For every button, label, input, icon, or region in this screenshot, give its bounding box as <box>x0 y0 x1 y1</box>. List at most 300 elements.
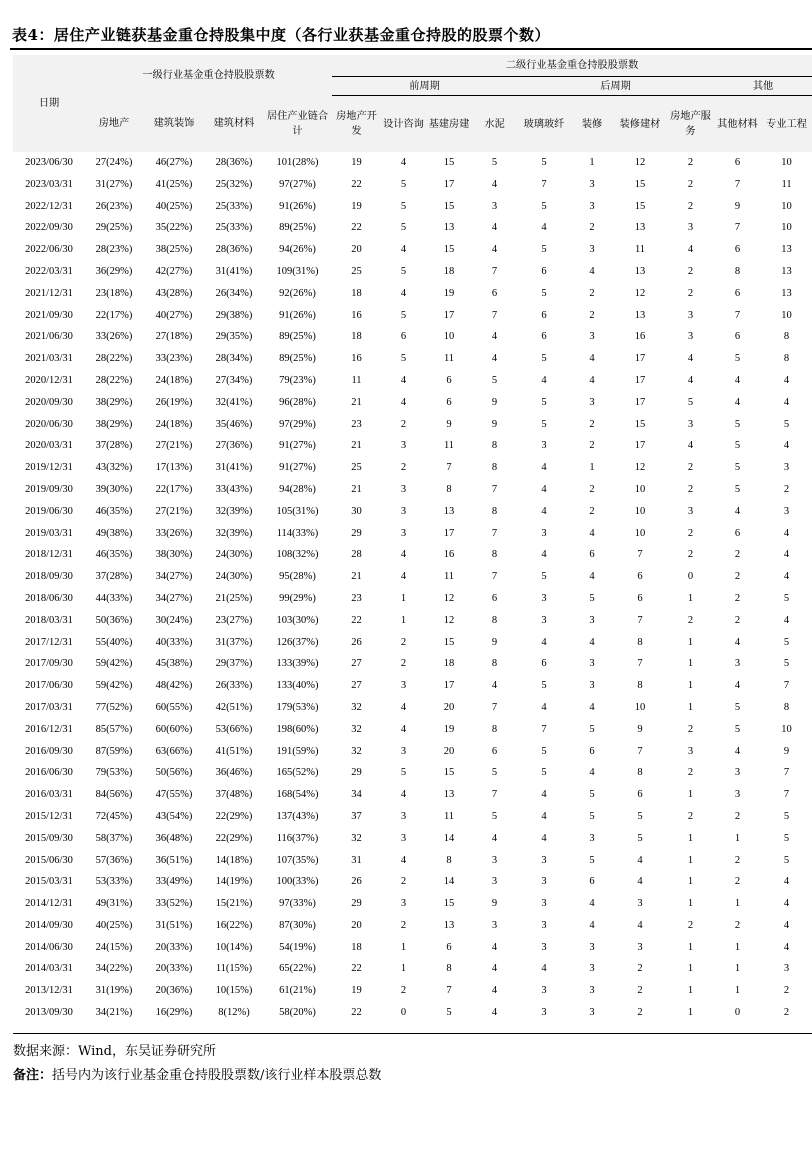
value-cell: 94(26%) <box>279 244 316 256</box>
value-cell: 23(27%) <box>215 614 253 626</box>
value-cell: 97(33%) <box>279 898 316 910</box>
value-cell: 6 <box>491 592 498 604</box>
table-row <box>13 828 812 850</box>
value-cell: 2 <box>589 505 595 517</box>
value-cell: 4 <box>491 963 498 975</box>
value-cell: 17 <box>634 353 646 365</box>
value-cell: 15 <box>634 178 646 190</box>
table-row <box>13 980 812 1002</box>
table-row <box>13 653 812 675</box>
value-cell: 87(59%) <box>95 745 133 757</box>
value-cell: 2 <box>687 157 694 168</box>
value-cell: 24(15%) <box>95 941 133 953</box>
value-cell: 50(56%) <box>155 767 193 779</box>
value-cell: 58(37%) <box>95 832 133 844</box>
value-cell: 4 <box>491 941 498 953</box>
value-cell: 42(27%) <box>155 265 193 277</box>
value-cell: 3 <box>400 440 407 452</box>
value-cell: 4 <box>400 374 407 386</box>
value-cell: 43(32%) <box>95 462 133 474</box>
value-cell: 5 <box>400 353 407 365</box>
value-cell: 25 <box>351 462 362 474</box>
table-row <box>13 501 812 523</box>
value-cell: 3 <box>687 418 694 430</box>
value-cell: 5 <box>589 592 595 604</box>
value-cell: 7 <box>637 614 643 626</box>
column-header-row <box>13 96 812 153</box>
value-cell: 3 <box>783 505 790 517</box>
value-cell: 2 <box>783 985 790 997</box>
value-cell: 4 <box>734 374 741 386</box>
footnote-text: 括号内为该行业基金重仓持股股票数/该行业样本股票总数 <box>52 1068 382 1083</box>
value-cell: 29(25%) <box>95 222 133 234</box>
value-cell: 20(33%) <box>155 963 193 975</box>
value-cell: 41(25%) <box>155 178 193 190</box>
value-cell: 72(45%) <box>95 810 133 822</box>
value-cell: 43(28%) <box>155 287 193 299</box>
value-cell: 4 <box>491 331 498 343</box>
value-cell: 5 <box>541 767 547 779</box>
date-cell: 2016/09/30 <box>25 745 73 757</box>
header-group-level1: 一级行业基金重仓持股股票数 <box>85 55 332 96</box>
value-cell: 40(27%) <box>155 309 193 321</box>
table-row <box>13 196 812 218</box>
value-cell: 1 <box>687 636 694 648</box>
value-cell: 16 <box>443 549 455 561</box>
value-cell: 32 <box>351 701 362 713</box>
value-cell: 2 <box>687 919 694 931</box>
table-row <box>13 566 812 588</box>
value-cell: 1 <box>687 876 694 888</box>
value-cell: 17 <box>443 527 455 539</box>
value-cell: 34(27%) <box>155 571 193 583</box>
header-sub-front-cycle: 前周期 <box>332 77 517 96</box>
table-row <box>13 871 812 893</box>
table-row <box>13 435 812 457</box>
table-row <box>13 958 812 980</box>
value-cell: 54(19%) <box>279 941 316 953</box>
value-cell: 3 <box>734 767 741 779</box>
value-cell: 4 <box>589 353 595 365</box>
value-cell: 4 <box>589 767 595 779</box>
value-cell: 9 <box>491 418 498 430</box>
data-source: 数据来源：Wind，东吴证券研究所 <box>13 1044 216 1059</box>
value-cell: 10 <box>781 157 792 168</box>
value-cell: 4 <box>541 636 547 648</box>
value-cell: 6 <box>491 287 498 299</box>
value-cell: 26 <box>351 636 362 648</box>
column-header: 玻璃玻纤 <box>517 96 571 153</box>
value-cell: 25 <box>351 265 362 277</box>
value-cell: 9 <box>637 723 643 735</box>
value-cell: 3 <box>400 745 407 757</box>
value-cell: 58(20%) <box>279 1007 316 1019</box>
value-cell: 15 <box>443 636 455 648</box>
value-cell: 2 <box>783 1007 790 1019</box>
value-cell: 4 <box>491 178 498 190</box>
value-cell: 53(33%) <box>95 876 133 888</box>
value-cell: 18 <box>351 331 362 343</box>
table-row <box>13 370 812 392</box>
value-cell: 2 <box>589 418 595 430</box>
value-cell: 24(18%) <box>155 418 193 430</box>
column-header: 专业工程 <box>761 96 812 153</box>
value-cell: 6 <box>734 287 741 299</box>
value-cell: 2 <box>637 985 643 997</box>
value-cell: 4 <box>541 963 547 975</box>
table-row <box>13 326 812 348</box>
value-cell: 5 <box>400 222 407 234</box>
value-cell: 22 <box>351 614 362 626</box>
value-cell: 2 <box>400 876 407 888</box>
value-cell: 3 <box>589 941 595 953</box>
value-cell: 38(29%) <box>95 418 133 430</box>
value-cell: 3 <box>541 941 547 953</box>
value-cell: 32 <box>351 723 362 735</box>
table-row <box>13 915 812 937</box>
value-cell: 6 <box>637 571 643 583</box>
value-cell: 7 <box>491 571 498 583</box>
value-cell: 3 <box>589 614 595 626</box>
header-sub-other: 其他 <box>714 77 812 96</box>
value-cell: 5 <box>491 157 498 168</box>
value-cell: 4 <box>541 462 547 474</box>
value-cell: 13 <box>443 222 455 234</box>
value-cell: 3 <box>783 462 790 474</box>
value-cell: 92(26%) <box>279 287 316 299</box>
value-cell: 2 <box>637 963 643 975</box>
value-cell: 13 <box>443 919 455 931</box>
value-cell: 20(33%) <box>155 941 193 953</box>
value-cell: 22 <box>351 178 362 190</box>
value-cell: 38(29%) <box>95 396 133 408</box>
value-cell: 13 <box>443 505 455 517</box>
value-cell: 4 <box>491 680 498 692</box>
date-cell: 2022/09/30 <box>25 222 73 234</box>
value-cell: 46(35%) <box>95 549 133 561</box>
value-cell: 18 <box>443 658 455 670</box>
value-cell: 3 <box>491 876 498 888</box>
value-cell: 1 <box>687 898 694 910</box>
table-row <box>13 610 812 632</box>
date-cell: 2013/09/30 <box>25 1007 73 1019</box>
value-cell: 6 <box>734 331 741 343</box>
value-cell: 11 <box>351 374 362 386</box>
value-cell: 2 <box>687 178 694 190</box>
table-row <box>13 392 812 414</box>
value-cell: 2 <box>734 854 741 866</box>
value-cell: 3 <box>400 483 407 495</box>
date-cell: 2021/09/30 <box>25 309 73 321</box>
value-cell: 23 <box>351 592 362 604</box>
value-cell: 10 <box>634 527 646 539</box>
value-cell: 39(30%) <box>95 483 133 495</box>
value-cell: 6 <box>734 244 741 256</box>
value-cell: 27(34%) <box>215 374 253 386</box>
value-cell: 4 <box>783 549 790 561</box>
footnote <box>13 1064 381 1083</box>
table-row <box>13 741 812 763</box>
value-cell: 22 <box>351 963 362 975</box>
value-cell: 17 <box>443 309 455 321</box>
value-cell: 46(27%) <box>155 157 193 168</box>
date-cell: 2014/09/30 <box>25 919 73 931</box>
date-cell: 2014/12/31 <box>25 898 73 910</box>
header-sub-back-cycle: 后周期 <box>517 77 714 96</box>
value-cell: 13 <box>634 265 646 277</box>
value-cell: 2 <box>687 483 694 495</box>
value-cell: 5 <box>400 265 407 277</box>
value-cell: 8 <box>491 614 498 626</box>
value-cell: 1 <box>687 680 694 692</box>
value-cell: 17 <box>443 680 455 692</box>
value-cell: 3 <box>589 331 595 343</box>
value-cell: 5 <box>491 767 498 779</box>
value-cell: 4 <box>589 527 595 539</box>
value-cell: 7 <box>783 767 790 779</box>
value-cell: 5 <box>734 723 741 735</box>
value-cell: 1 <box>687 832 694 844</box>
column-header: 房地产 <box>85 96 143 153</box>
value-cell: 34(27%) <box>155 592 193 604</box>
value-cell: 19 <box>351 200 362 212</box>
value-cell: 3 <box>491 854 498 866</box>
value-cell: 3 <box>734 789 741 801</box>
value-cell: 5 <box>734 440 741 452</box>
value-cell: 9 <box>734 200 741 212</box>
value-cell: 18 <box>351 287 362 299</box>
value-cell: 25(33%) <box>215 222 253 234</box>
value-cell: 22(29%) <box>215 832 253 844</box>
value-cell: 3 <box>541 440 547 452</box>
value-cell: 91(26%) <box>279 200 316 212</box>
value-cell: 4 <box>783 898 790 910</box>
value-cell: 7 <box>734 222 741 234</box>
value-cell: 7 <box>637 745 643 757</box>
value-cell: 3 <box>400 505 407 517</box>
value-cell: 4 <box>734 396 741 408</box>
value-cell: 36(51%) <box>155 854 193 866</box>
value-cell: 6 <box>734 157 741 168</box>
value-cell: 9 <box>491 636 498 648</box>
date-cell: 2021/06/30 <box>25 331 73 343</box>
value-cell: 8 <box>446 483 452 495</box>
value-cell: 7 <box>446 985 452 997</box>
value-cell: 5 <box>541 200 547 212</box>
table-row <box>13 239 812 261</box>
value-cell: 3 <box>400 898 407 910</box>
value-cell: 4 <box>541 483 547 495</box>
value-cell: 1 <box>734 963 741 975</box>
value-cell: 7 <box>637 658 643 670</box>
value-cell: 7 <box>541 723 547 735</box>
value-cell: 8 <box>637 680 643 692</box>
value-cell: 5 <box>541 396 547 408</box>
value-cell: 2 <box>400 919 407 931</box>
value-cell: 28(22%) <box>95 374 133 386</box>
value-cell: 10 <box>634 483 646 495</box>
value-cell: 8 <box>491 658 498 670</box>
table-row <box>13 632 812 654</box>
value-cell: 19 <box>443 287 455 299</box>
value-cell: 5 <box>400 200 407 212</box>
value-cell: 7 <box>783 789 790 801</box>
value-cell: 1 <box>687 963 694 975</box>
value-cell: 27(18%) <box>155 331 193 343</box>
value-cell: 47(55%) <box>155 789 193 801</box>
value-cell: 10 <box>443 331 455 343</box>
value-cell: 17(13%) <box>155 462 193 474</box>
value-cell: 40(25%) <box>155 200 193 212</box>
value-cell: 16 <box>634 331 646 343</box>
value-cell: 126(37%) <box>276 636 319 648</box>
value-cell: 2 <box>400 658 407 670</box>
value-cell: 24(30%) <box>215 571 253 583</box>
value-cell: 13 <box>781 244 792 256</box>
value-cell: 5 <box>541 680 547 692</box>
value-cell: 179(53%) <box>276 701 319 713</box>
value-cell: 6 <box>637 592 643 604</box>
column-header: 建筑装饰 <box>143 96 205 153</box>
value-cell: 32(39%) <box>215 505 253 517</box>
value-cell: 168(54%) <box>276 789 319 801</box>
value-cell: 3 <box>589 658 595 670</box>
value-cell: 33(52%) <box>155 898 193 910</box>
value-cell: 1 <box>687 658 694 670</box>
value-cell: 6 <box>541 331 547 343</box>
fund-holdings-table <box>13 55 812 1024</box>
value-cell: 3 <box>637 898 643 910</box>
value-cell: 4 <box>400 549 407 561</box>
value-cell: 3 <box>589 396 595 408</box>
value-cell: 2 <box>734 571 741 583</box>
value-cell: 11(15%) <box>215 963 253 975</box>
value-cell: 0 <box>400 1007 407 1019</box>
value-cell: 101(28%) <box>276 157 319 168</box>
value-cell: 3 <box>783 963 790 975</box>
table-row <box>13 523 812 545</box>
value-cell: 4 <box>541 810 547 822</box>
date-cell: 2022/12/31 <box>25 200 73 212</box>
value-cell: 26(34%) <box>215 287 253 299</box>
value-cell: 3 <box>687 505 694 517</box>
value-cell: 24(18%) <box>155 374 193 386</box>
value-cell: 97(29%) <box>279 418 316 430</box>
value-cell: 20 <box>351 919 362 931</box>
value-cell: 11 <box>781 178 792 190</box>
value-cell: 32(41%) <box>215 396 253 408</box>
value-cell: 17 <box>634 374 646 386</box>
date-cell: 2018/12/31 <box>25 549 73 561</box>
column-header: 设计咨询 <box>381 96 426 153</box>
value-cell: 1 <box>400 592 407 604</box>
value-cell: 29 <box>351 527 362 539</box>
value-cell: 2 <box>589 287 595 299</box>
value-cell: 5 <box>541 418 547 430</box>
value-cell: 4 <box>589 636 595 648</box>
value-cell: 11 <box>443 571 455 583</box>
value-cell: 116(37%) <box>276 832 319 844</box>
value-cell: 3 <box>589 680 595 692</box>
column-header: 房地产服务 <box>667 96 714 153</box>
value-cell: 15 <box>443 244 455 256</box>
value-cell: 3 <box>589 963 595 975</box>
value-cell: 2 <box>734 592 741 604</box>
value-cell: 38(30%) <box>155 549 193 561</box>
value-cell: 13 <box>634 222 646 234</box>
value-cell: 22 <box>351 222 362 234</box>
value-cell: 3 <box>589 244 595 256</box>
date-cell: 2020/06/30 <box>25 418 73 430</box>
value-cell: 27(21%) <box>155 440 193 452</box>
value-cell: 60(60%) <box>155 723 193 735</box>
value-cell: 21 <box>351 571 362 583</box>
value-cell: 191(59%) <box>276 745 319 757</box>
value-cell: 5 <box>734 462 741 474</box>
date-cell: 2015/09/30 <box>25 832 73 844</box>
value-cell: 20 <box>351 244 362 256</box>
value-cell: 1 <box>400 941 407 953</box>
value-cell: 2 <box>687 810 694 822</box>
value-cell: 15 <box>443 767 455 779</box>
value-cell: 13 <box>781 265 792 277</box>
value-cell: 103(30%) <box>276 614 319 626</box>
table-row <box>13 675 812 697</box>
value-cell: 7 <box>491 527 498 539</box>
value-cell: 29 <box>351 898 362 910</box>
value-cell: 1 <box>734 832 741 844</box>
value-cell: 89(25%) <box>279 331 316 343</box>
value-cell: 1 <box>400 614 407 626</box>
value-cell: 2 <box>400 985 407 997</box>
value-cell: 2 <box>687 287 694 299</box>
value-cell: 21(25%) <box>215 592 253 604</box>
value-cell: 97(27%) <box>279 178 316 190</box>
value-cell: 34(21%) <box>95 1007 133 1019</box>
value-cell: 17 <box>634 440 646 452</box>
value-cell: 8 <box>637 636 643 648</box>
column-header: 装修建材 <box>613 96 667 153</box>
value-cell: 12 <box>443 592 455 604</box>
value-cell: 45(38%) <box>155 658 193 670</box>
value-cell: 2 <box>783 483 790 495</box>
value-cell: 8 <box>783 353 790 365</box>
value-cell: 2 <box>687 723 694 735</box>
value-cell: 15 <box>443 200 455 212</box>
value-cell: 8 <box>491 505 498 517</box>
value-cell: 5 <box>589 723 595 735</box>
value-cell: 5 <box>589 854 595 866</box>
value-cell: 107(35%) <box>276 854 319 866</box>
value-cell: 4 <box>541 832 547 844</box>
value-cell: 5 <box>491 374 498 386</box>
value-cell: 4 <box>783 571 790 583</box>
value-cell: 2 <box>400 636 407 648</box>
value-cell: 4 <box>783 440 790 452</box>
table-row <box>13 697 812 719</box>
date-cell: 2019/06/30 <box>25 505 73 517</box>
value-cell: 6 <box>589 745 595 757</box>
date-cell: 2021/03/31 <box>25 353 73 365</box>
date-cell: 2015/06/30 <box>25 854 73 866</box>
date-cell: 2015/03/31 <box>25 876 73 888</box>
value-cell: 15 <box>443 898 455 910</box>
value-cell: 5 <box>400 767 407 779</box>
table-row <box>13 850 812 872</box>
date-cell: 2017/06/30 <box>25 680 73 692</box>
value-cell: 38(25%) <box>155 244 193 256</box>
value-cell: 5 <box>734 701 741 713</box>
